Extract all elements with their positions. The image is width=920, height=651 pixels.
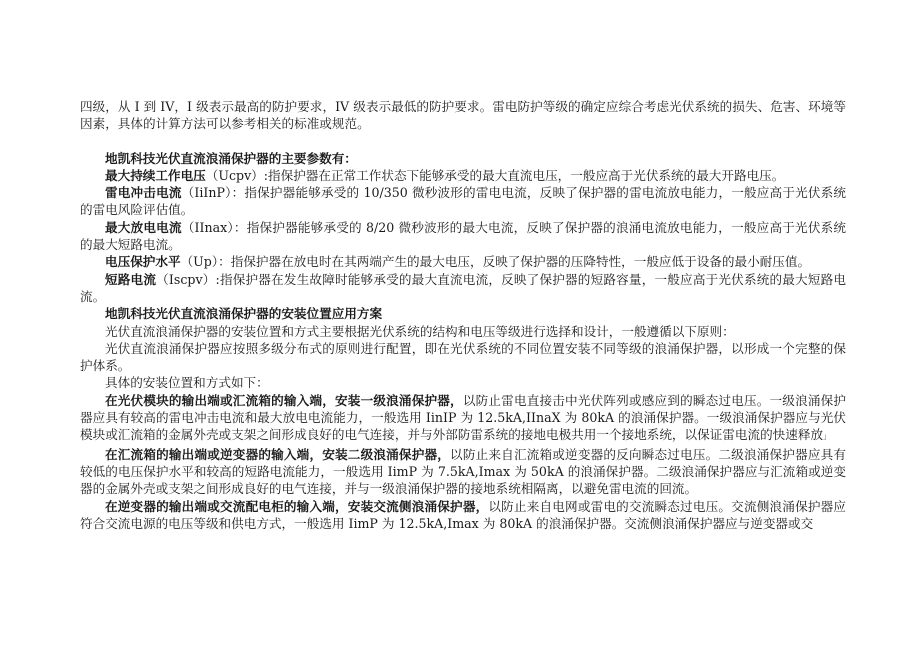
text-run: 以防止雷电直接击中光伏阵列或感应到的瞬态过电压。一级浪涌保护器应具有较高的雷电冲击电流和最大放电电流能力，一般选用 IinIP 为 12.5kA,IInaX 为 80kA 的浪涌保护器。一级浪涌保护器应与光伏模块或汇流箱的金属外壳或支架之间形成良好的电气连接，并与外部防雷系统的接地电极共用一个接地系统，以保证雷电流的快速释放 — [80, 392, 847, 443]
paragraph — [80, 184, 846, 219]
paragraph — [80, 323, 846, 340]
paragraph — [80, 150, 846, 167]
paragraph — [80, 253, 846, 270]
paragraph — [80, 498, 846, 533]
bold-text-run: 在光伏模块的输出端或汇流箱的输入端，安装一级浪涌保护器， — [105, 392, 463, 408]
paragraph — [80, 167, 846, 184]
text-run: 光伏直流浪涌保护器应按照多级分布式的原则进行配置，即在光伏系统的不同位置安装不同等级的浪涌保护器，以形成一个完整的保护体系。 — [80, 340, 846, 374]
text-run: （IiInP）：指保护器能够承受的 10/350 微秒波形的雷电电流，反映了保护器的雷电流放电能力，一般应高于光伏系统的雷电风险评估值。 — [80, 185, 846, 218]
text-run: （IInax）：指保护器能够承受的 8/20 微秒波形的最大电流，反映了保护器的浪涌电流放电能力，一般应高于光伏系统的最大短路电流。 — [80, 219, 846, 253]
text-run: （Up）：指保护器在放电时在其两端产生的最大电压，反映了保护器的压降特性，一般应低于设备的最小耐压值。 — [180, 254, 811, 270]
bold-text-run: 在逆变器的输出端或交流配电柜的输入端，安装交流侧浪涌保护器， — [105, 498, 489, 514]
text-run: 具体的安装位置和方式如下： — [105, 375, 269, 391]
text-run: 光伏直流浪涌保护器的安装位置和方式主要根据光伏系统的结构和电压等级进行选择和设计，一般遵循以下原则： — [105, 323, 735, 339]
paragraph — [80, 219, 846, 254]
paragraph — [80, 340, 846, 375]
bold-text-run: 电压保护水平 — [105, 254, 181, 270]
paragraph — [80, 305, 846, 322]
paragraph — [80, 392, 846, 446]
text-run: 四级，从 I 到 IV，I 级表示最高的防护要求，IV 级表示最低的防护要求。雷电防护等级的确定应综合考虑光伏系统的损失、危害、环境等因素，具体的计算方法可以参考相关的标准或规范。 — [80, 99, 846, 132]
bold-text-run: 最大放电电流 — [105, 219, 182, 235]
paragraph — [80, 271, 846, 306]
bold-text-run: 在汇流箱的输出端或逆变器的输入端，安装二级浪涌保护器， — [105, 446, 451, 462]
document-body — [80, 98, 846, 532]
bold-text-run: 短路电流 — [105, 271, 157, 287]
text-run: 」 — [823, 432, 832, 442]
text-run: 以防止来自电网或雷电的交流瞬态过电压。交流侧浪涌保护器应符合交流电源的电压等级和供电方式，一般选用 IimP 为 12.5kA,Imax 为 80kA 的浪涌保护器。交流侧浪涌保护器应与逆变器或交 — [80, 498, 847, 531]
text-run: 以防止来自汇流箱或逆变器的反向瞬态过电压。二级浪涌保护器应具有较低的电压保护水平和较高的短路电流能力，一般选用 IimP 为 7.5kA,Imax 为 50kA 的浪涌保护器。二级浪涌保护器应与汇流箱或逆变器的金属外壳或支架之间形成良好的电气连接，并与一级浪涌保护器的接地系统相隔离，以避免雷电流的回流。 — [80, 446, 847, 497]
bold-text-run: 地凯科技光伏直流浪涌保护器的安装位置应用方案 — [105, 306, 383, 322]
paragraph — [80, 374, 846, 391]
paragraph — [80, 446, 846, 498]
paragraph — [80, 98, 846, 133]
bold-text-run: 最大持续工作电压 — [105, 167, 206, 183]
bold-text-run: 地凯科技光伏直流浪涌保护器的主要参数有： — [105, 150, 357, 166]
text-run: （Iscpv）:指保护器在发生故障时能够承受的最大直流电流，反映了保护器的短路容量，一般应高于光伏系统的最大短路电流。 — [80, 271, 846, 304]
text-run: （Ucpv）:指保护器在正常工作状态下能够承受的最大直流电压，一般应高于光伏系统的最大开路电压。 — [205, 167, 785, 183]
bold-text-run: 雷电冲击电流 — [105, 185, 182, 201]
